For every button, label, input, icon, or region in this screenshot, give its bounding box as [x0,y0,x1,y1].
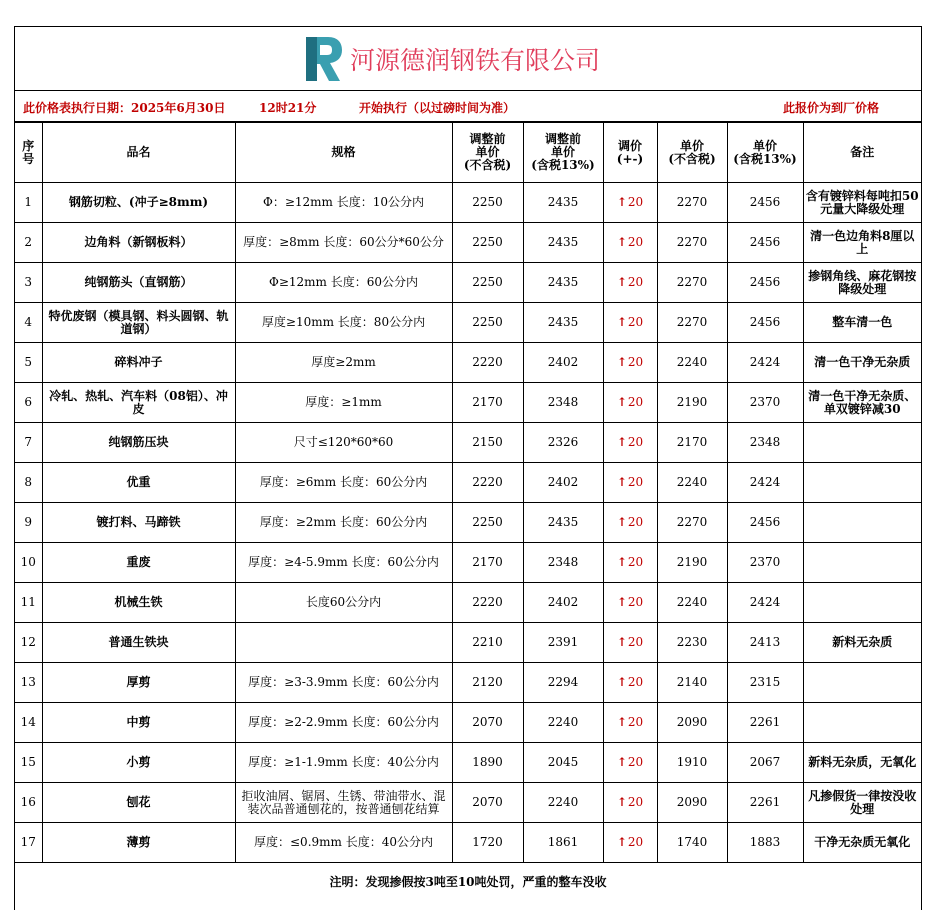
row-pre-notax: 2250 [452,263,523,303]
up-arrow-icon: ↑ [616,515,627,529]
row-price-notax: 2140 [657,663,727,703]
footer-note: 注明：发现掺假按3吨至10吨处罚，严重的整车没收 [15,863,921,903]
row-remark [803,583,921,623]
row-no: 11 [15,583,42,623]
row-spec: 厚度：≥6mm 长度：60公分内 [235,463,452,503]
up-arrow-icon: ↑ [616,435,627,449]
row-price-tax: 2348 [727,423,803,463]
row-spec: 长度60公分内 [235,583,452,623]
row-spec: 厚度：≥2mm 长度：60公分内 [235,503,452,543]
row-adjustment [603,583,657,623]
row-pre-tax: 2402 [523,583,603,623]
row-spec: 厚度≥2mm [235,343,452,383]
row-remark [803,463,921,503]
row-spec: 厚度：≥3-3.9mm 长度：60公分内 [235,663,452,703]
execution-date: 此价格表执行日期：2025年6月30日 [23,101,226,115]
row-spec: Φ：≥12mm 长度：10公分内 [235,183,452,223]
row-spec: 厚度：≤0.9mm 长度：40公分内 [235,823,452,863]
row-adjustment [603,503,657,543]
up-arrow-icon: ↑ [616,235,627,249]
row-pre-notax: 2250 [452,303,523,343]
row-pre-tax: 2045 [523,743,603,783]
row-remark [803,543,921,583]
table-row [15,263,921,303]
adjustment-value: 20 [627,435,644,449]
execution-start-text: 开始执行（以过磅时间为准） [359,101,516,115]
row-spec: 拒收油屑、锯屑、生锈、带油带水、混装次品普通刨花的，按普通刨花结算 [235,783,452,823]
row-name: 冷轧、热轧、汽车料（08铝）、冲皮 [42,383,235,423]
row-no: 16 [15,783,42,823]
row-adjustment [603,343,657,383]
row-pre-tax: 2326 [523,423,603,463]
row-no: 8 [15,463,42,503]
row-remark [803,503,921,543]
row-price-tax: 2067 [727,743,803,783]
row-remark [803,423,921,463]
up-arrow-icon: ↑ [616,395,627,409]
row-pre-notax: 2250 [452,503,523,543]
row-price-notax: 2240 [657,463,727,503]
row-remark: 凡掺假货一律按没收处理 [803,783,921,823]
row-no: 6 [15,383,42,423]
row-price-tax: 2424 [727,463,803,503]
row-price-notax: 2230 [657,623,727,663]
row-name: 重废 [42,543,235,583]
row-no: 15 [15,743,42,783]
row-name: 优重 [42,463,235,503]
up-arrow-icon: ↑ [616,315,627,329]
row-remark: 新料无杂质，无氧化 [803,743,921,783]
up-arrow-icon: ↑ [616,635,627,649]
col-header-remark: 备注 [803,123,921,183]
table-row [15,503,921,543]
table-row [15,703,921,743]
row-name: 镀打料、马蹄铁 [42,503,235,543]
row-no: 3 [15,263,42,303]
row-price-notax: 2240 [657,583,727,623]
row-spec: 厚度：≥2-2.9mm 长度：60公分内 [235,703,452,743]
table-row [15,303,921,343]
row-price-notax: 2090 [657,783,727,823]
row-price-notax: 1910 [657,743,727,783]
row-pre-tax: 1861 [523,823,603,863]
adjustment-value: 20 [627,715,644,729]
row-adjustment [603,543,657,583]
table-row [15,623,921,663]
table-row [15,223,921,263]
row-spec: 厚度：≥1mm [235,383,452,423]
company-header [15,27,921,91]
row-price-tax: 2424 [727,583,803,623]
row-price-notax: 2270 [657,303,727,343]
row-pre-tax: 2402 [523,463,603,503]
table-row [15,383,921,423]
col-header-name: 品名 [42,123,235,183]
row-adjustment [603,263,657,303]
row-adjustment [603,383,657,423]
row-no: 10 [15,543,42,583]
up-arrow-icon: ↑ [616,595,627,609]
adjustment-value: 20 [627,195,644,209]
adjustment-value: 20 [627,355,644,369]
row-price-tax: 2261 [727,783,803,823]
adjustment-value: 20 [627,395,644,409]
adjustment-value: 20 [627,555,644,569]
price-sheet [14,26,922,910]
row-pre-tax: 2348 [523,383,603,423]
row-remark: 清一色干净无杂质、单双镀锌减30 [803,383,921,423]
col-header-no: 序 号 [15,123,42,183]
table-row [15,423,921,463]
row-name: 机械生铁 [42,583,235,623]
table-header-row [15,123,921,183]
row-name: 纯钢筋头（直钢筋） [42,263,235,303]
col-header-pre-tax: 调整前 单价 (含税13%) [523,123,603,183]
row-name: 中剪 [42,703,235,743]
row-remark [803,663,921,703]
row-name: 特优废钢（模具钢、料头圆钢、轨道钢） [42,303,235,343]
adjustment-value: 20 [627,595,644,609]
up-arrow-icon: ↑ [616,675,627,689]
row-spec: Φ≥12mm 长度：60公分内 [235,263,452,303]
col-header-price-tax: 单价 (含税13%) [727,123,803,183]
company-name: 河源德润钢铁有限公司 [349,45,600,75]
row-remark: 整车清一色 [803,303,921,343]
row-price-notax: 2190 [657,543,727,583]
row-pre-tax: 2240 [523,783,603,823]
row-remark: 清一色干净无杂质 [803,343,921,383]
row-pre-notax: 2250 [452,223,523,263]
row-remark: 新料无杂质 [803,623,921,663]
table-row [15,343,921,383]
row-adjustment [603,823,657,863]
row-pre-tax: 2402 [523,343,603,383]
row-pre-tax: 2294 [523,663,603,703]
row-pre-notax: 2220 [452,583,523,623]
row-no: 4 [15,303,42,343]
table-row [15,463,921,503]
row-price-notax: 2270 [657,183,727,223]
col-header-spec: 规格 [235,123,452,183]
adjustment-value: 20 [627,635,644,649]
row-pre-notax: 2070 [452,703,523,743]
row-price-notax: 2270 [657,223,727,263]
row-name: 薄剪 [42,823,235,863]
row-adjustment [603,183,657,223]
company-logo [306,37,600,81]
col-header-pre-notax: 调整前 单价 (不含税) [452,123,523,183]
table-row [15,823,921,863]
row-price-tax: 2261 [727,703,803,743]
up-arrow-icon: ↑ [616,555,627,569]
row-no: 1 [15,183,42,223]
adjustment-value: 20 [627,235,644,249]
row-remark: 干净无杂质无氧化 [803,823,921,863]
price-basis-note: 此报价为到厂价格 [783,101,880,115]
row-spec: 厚度：≥8mm 长度：60公分*60公分 [235,223,452,263]
row-pre-tax: 2435 [523,503,603,543]
row-pre-tax: 2435 [523,183,603,223]
up-arrow-icon: ↑ [616,475,627,489]
row-pre-tax: 2435 [523,263,603,303]
row-name: 边角料（新钢板料） [42,223,235,263]
row-price-notax: 1740 [657,823,727,863]
row-pre-notax: 2170 [452,383,523,423]
row-pre-tax: 2348 [523,543,603,583]
row-price-tax: 2413 [727,623,803,663]
col-header-price-notax: 单价 (不含税) [657,123,727,183]
row-name: 纯钢筋压块 [42,423,235,463]
table-row [15,583,921,623]
adjustment-value: 20 [627,755,644,769]
row-no: 5 [15,343,42,383]
footer-note-row [15,863,921,903]
row-pre-tax: 2435 [523,303,603,343]
row-price-tax: 2456 [727,503,803,543]
up-arrow-icon: ↑ [616,355,627,369]
row-adjustment [603,663,657,703]
row-pre-tax: 2240 [523,703,603,743]
row-price-notax: 2190 [657,383,727,423]
row-price-tax: 2456 [727,183,803,223]
row-pre-notax: 2220 [452,463,523,503]
row-price-tax: 2456 [727,263,803,303]
row-price-tax: 2370 [727,383,803,423]
row-pre-notax: 2210 [452,623,523,663]
row-spec: 厚度：≥1-1.9mm 长度：40公分内 [235,743,452,783]
row-name: 厚剪 [42,663,235,703]
up-arrow-icon: ↑ [616,275,627,289]
row-price-tax: 2370 [727,543,803,583]
adjustment-value: 20 [627,835,644,849]
row-no: 13 [15,663,42,703]
row-price-notax: 2270 [657,263,727,303]
row-price-notax: 2090 [657,703,727,743]
row-adjustment [603,463,657,503]
row-no: 14 [15,703,42,743]
row-adjustment [603,303,657,343]
row-adjustment [603,223,657,263]
row-price-tax: 1883 [727,823,803,863]
row-remark: 掺钢角线、麻花钢按降级处理 [803,263,921,303]
row-name: 小剪 [42,743,235,783]
info-bar [15,91,921,122]
row-spec [235,623,452,663]
adjustment-value: 20 [627,675,644,689]
row-pre-notax: 1890 [452,743,523,783]
row-name: 普通生铁块 [42,623,235,663]
row-spec: 厚度：≥4-5.9mm 长度：60公分内 [235,543,452,583]
row-price-notax: 2170 [657,423,727,463]
row-pre-tax: 2435 [523,223,603,263]
row-remark: 含有镀锌料每吨扣50元量大降级处理 [803,183,921,223]
table-row [15,663,921,703]
table-row [15,783,921,823]
row-no: 12 [15,623,42,663]
row-pre-notax: 2250 [452,183,523,223]
row-name: 钢筋切粒、(冲子≥8mm) [42,183,235,223]
row-adjustment [603,743,657,783]
table-row [15,543,921,583]
row-name: 碎料冲子 [42,343,235,383]
execution-time: 12时21分 [259,101,317,115]
row-remark [803,703,921,743]
row-spec: 厚度≥10mm 长度：80公分内 [235,303,452,343]
row-price-notax: 2240 [657,343,727,383]
adjustment-value: 20 [627,475,644,489]
row-pre-tax: 2391 [523,623,603,663]
row-price-tax: 2456 [727,223,803,263]
row-pre-notax: 2170 [452,543,523,583]
row-remark: 清一色边角料8厘以上 [803,223,921,263]
row-pre-notax: 2220 [452,343,523,383]
up-arrow-icon: ↑ [616,835,627,849]
row-adjustment [603,423,657,463]
up-arrow-icon: ↑ [616,195,627,209]
row-pre-notax: 2070 [452,783,523,823]
up-arrow-icon: ↑ [616,715,627,729]
row-price-tax: 2424 [727,343,803,383]
row-price-tax: 2315 [727,663,803,703]
row-no: 17 [15,823,42,863]
row-adjustment [603,623,657,663]
row-pre-notax: 1720 [452,823,523,863]
logo-r-icon [306,37,342,81]
price-table [15,122,921,902]
up-arrow-icon: ↑ [616,795,627,809]
row-name: 刨花 [42,783,235,823]
row-pre-notax: 2150 [452,423,523,463]
row-adjustment [603,783,657,823]
row-no: 2 [15,223,42,263]
adjustment-value: 20 [627,795,644,809]
adjustment-value: 20 [627,315,644,329]
row-price-notax: 2270 [657,503,727,543]
row-no: 9 [15,503,42,543]
row-pre-notax: 2120 [452,663,523,703]
row-no: 7 [15,423,42,463]
table-row [15,183,921,223]
row-spec: 尺寸≤120*60*60 [235,423,452,463]
adjustment-value: 20 [627,275,644,289]
row-price-tax: 2456 [727,303,803,343]
up-arrow-icon: ↑ [616,755,627,769]
col-header-adj: 调价 (+-) [603,123,657,183]
row-adjustment [603,703,657,743]
adjustment-value: 20 [627,515,644,529]
table-row [15,743,921,783]
